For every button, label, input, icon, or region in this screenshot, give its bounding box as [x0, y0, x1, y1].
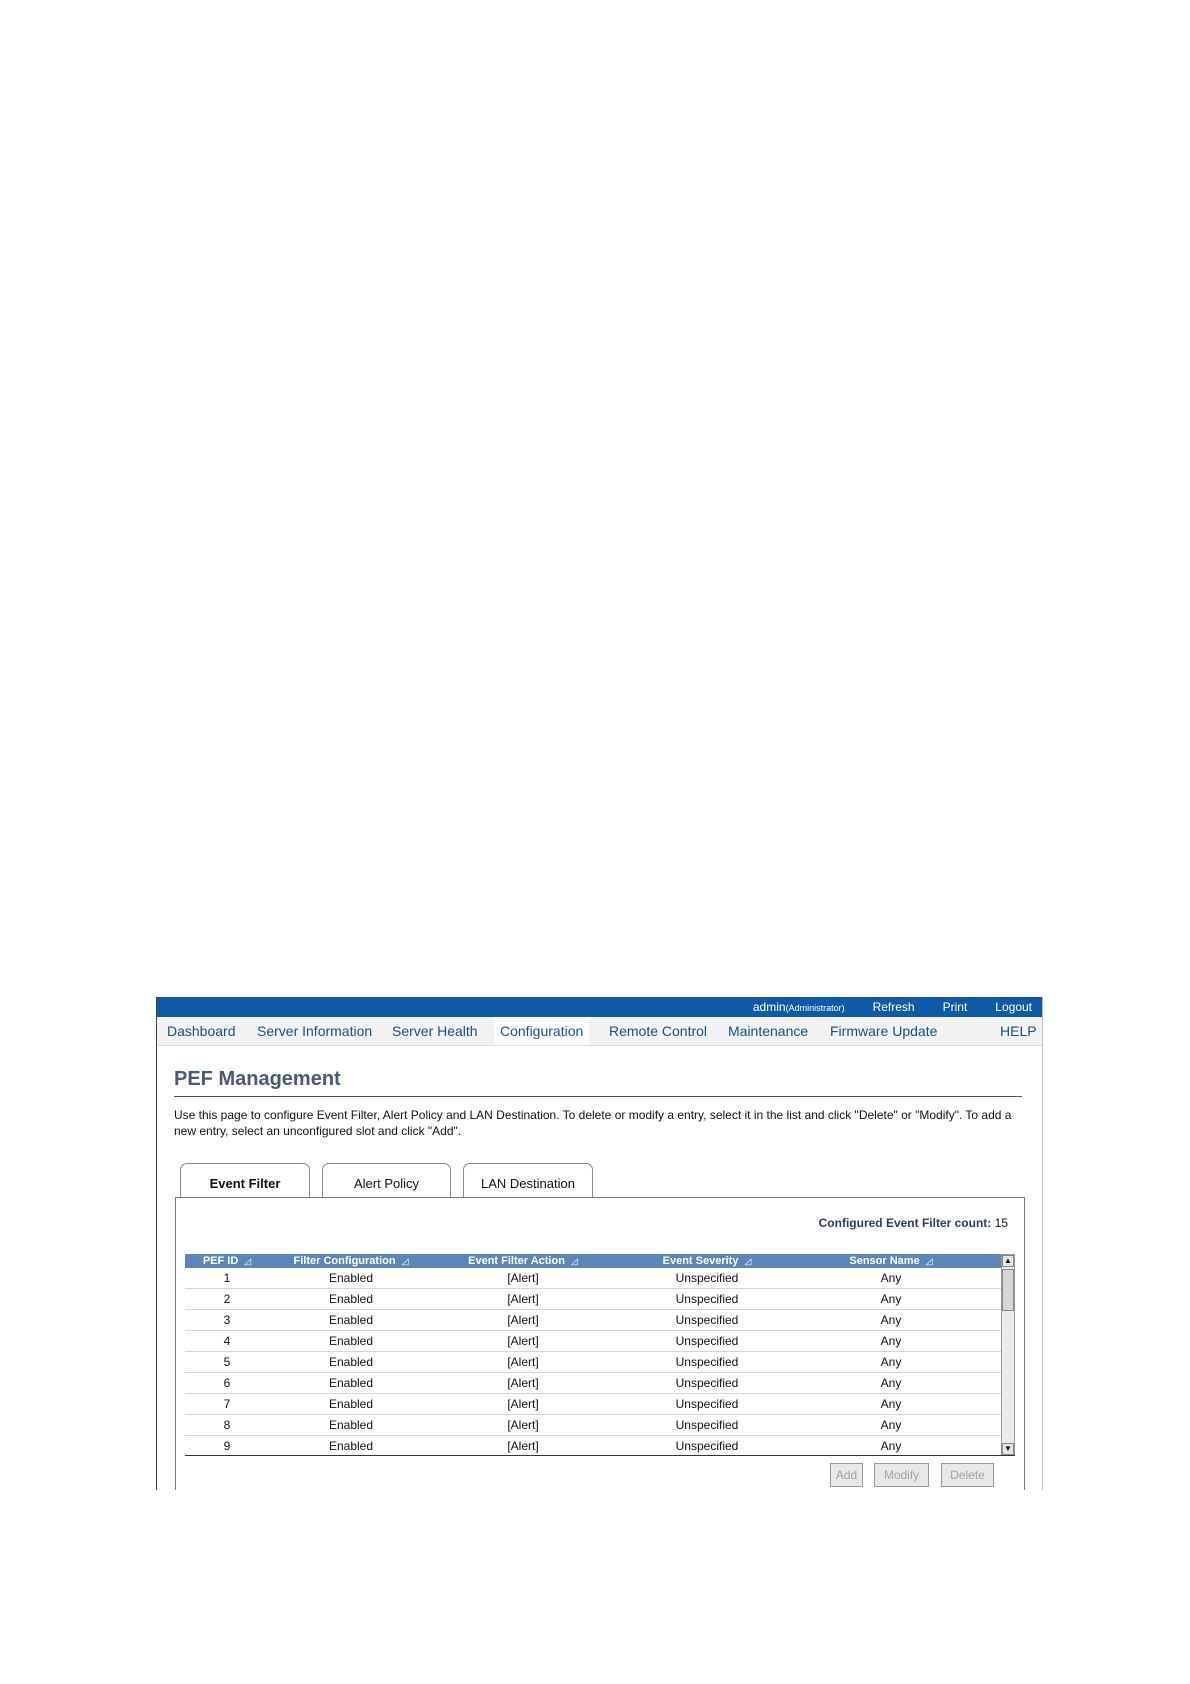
table-cell: Any — [880, 1439, 902, 1453]
scroll-down-icon[interactable]: ▼ — [1002, 1443, 1014, 1455]
table-cell: Enabled — [328, 1355, 374, 1369]
top-bar — [157, 997, 1042, 1017]
table-cell: Enabled — [328, 1439, 374, 1453]
sort-icon: ◿ — [570, 1256, 578, 1266]
filter-count-label: Configured Event Filter count: — [818, 1216, 992, 1230]
table-cell: [Alert] — [507, 1334, 539, 1348]
table-cell: [Alert] — [507, 1355, 539, 1369]
app-window — [156, 997, 1043, 1490]
table-cell: Unspecified — [675, 1292, 739, 1306]
scroll-up-icon[interactable]: ▲ — [1002, 1255, 1014, 1267]
table-row[interactable] — [185, 1310, 1001, 1331]
table-cell: Any — [880, 1397, 902, 1411]
sort-icon: ◿ — [925, 1256, 933, 1266]
table-cell: [Alert] — [507, 1418, 539, 1432]
table-cell: Any — [880, 1418, 902, 1432]
title-divider — [174, 1096, 1022, 1097]
table-cell: Any — [880, 1313, 902, 1327]
table-cell: Enabled — [328, 1292, 374, 1306]
col-filter-configuration[interactable]: Filter Configuration ◿ — [293, 1255, 409, 1267]
nav-firmware-update[interactable]: Firmware Update — [830, 1023, 938, 1039]
table-cell: 5 — [223, 1355, 231, 1369]
sort-icon: ◿ — [401, 1256, 409, 1266]
event-filter-panel — [175, 1197, 1025, 1490]
sort-icon: ◿ — [244, 1256, 252, 1266]
table-cell: Any — [880, 1292, 902, 1306]
nav-dashboard[interactable]: Dashboard — [167, 1023, 236, 1039]
table-cell: [Alert] — [507, 1376, 539, 1390]
table-cell: Unspecified — [675, 1334, 739, 1348]
table-cell: 9 — [223, 1439, 231, 1453]
refresh-link[interactable]: Refresh — [872, 1000, 915, 1014]
table-cell: 8 — [223, 1418, 231, 1432]
table-cell: [Alert] — [507, 1397, 539, 1411]
table-row[interactable] — [185, 1436, 1001, 1454]
table-row[interactable] — [185, 1373, 1001, 1394]
table-row[interactable] — [185, 1415, 1001, 1436]
table-cell: 6 — [223, 1376, 231, 1390]
table-row[interactable] — [185, 1352, 1001, 1373]
table-cell: Enabled — [328, 1376, 374, 1390]
table-cell: Unspecified — [675, 1271, 739, 1285]
table-cell: 4 — [223, 1334, 231, 1348]
table-cell: 3 — [223, 1313, 231, 1327]
table-cell: Any — [880, 1355, 902, 1369]
scroll-thumb[interactable] — [1002, 1269, 1014, 1311]
table-cell: 2 — [223, 1292, 231, 1306]
table-cell: Unspecified — [675, 1376, 739, 1390]
table-cell: Any — [880, 1334, 902, 1348]
table-cell: Enabled — [328, 1313, 374, 1327]
tab-lan-destination[interactable]: LAN Destination — [463, 1163, 593, 1197]
page-title: PEF Management — [174, 1068, 341, 1090]
main-nav — [157, 1017, 1042, 1046]
table-cell: Enabled — [328, 1334, 374, 1348]
event-filter-table — [185, 1254, 1001, 1454]
table-scrollbar[interactable] — [1001, 1254, 1015, 1456]
table-row[interactable] — [185, 1331, 1001, 1352]
table-cell: Enabled — [328, 1397, 374, 1411]
col-event-filter-action[interactable]: Event Filter Action ◿ — [468, 1255, 578, 1267]
table-cell: Unspecified — [675, 1355, 739, 1369]
nav-configuration[interactable]: Configuration — [494, 1017, 589, 1045]
username: admin — [752, 1000, 786, 1014]
table-row[interactable] — [185, 1394, 1001, 1415]
table-cell: Any — [880, 1376, 902, 1390]
user-info — [753, 1000, 845, 1014]
filter-count — [819, 1216, 1008, 1230]
delete-button[interactable]: Delete — [941, 1463, 994, 1487]
table-cell: Enabled — [328, 1271, 374, 1285]
sort-icon: ◿ — [744, 1256, 752, 1266]
table-cell: Unspecified — [675, 1313, 739, 1327]
table-bottom-border — [185, 1455, 1015, 1456]
table-cell: [Alert] — [507, 1292, 539, 1306]
page-description: Use this page to configure Event Filter, Alert Policy and LAN Destination. To delete or modify a entry, select it in the list and click "Delete" or "Modify". To add a new entry, select an unconfigured slot and click "Add". — [174, 1108, 1012, 1138]
table-row[interactable] — [185, 1289, 1001, 1310]
table-cell: Any — [880, 1271, 902, 1285]
nav-server-information[interactable]: Server Information — [257, 1023, 373, 1039]
table-cell: [Alert] — [507, 1313, 539, 1327]
logout-link[interactable]: Logout — [995, 1000, 1032, 1014]
tab-event-filter[interactable]: Event Filter — [180, 1163, 310, 1198]
modify-button[interactable]: Modify — [874, 1463, 929, 1487]
nav-server-health[interactable]: Server Health — [392, 1023, 478, 1039]
table-cell: 7 — [223, 1397, 231, 1411]
table-cell: Enabled — [328, 1418, 374, 1432]
table-cell: [Alert] — [507, 1439, 539, 1453]
table-cell: [Alert] — [507, 1271, 539, 1285]
table-header — [185, 1254, 1001, 1268]
print-link[interactable]: Print — [942, 1000, 968, 1014]
table-cell: Unspecified — [675, 1418, 739, 1432]
nav-remote-control[interactable]: Remote Control — [609, 1023, 708, 1039]
filter-count-value: 15 — [994, 1216, 1008, 1230]
nav-help[interactable]: HELP — [1000, 1023, 1037, 1039]
table-cell: Unspecified — [675, 1439, 739, 1453]
nav-maintenance[interactable]: Maintenance — [728, 1023, 809, 1039]
col-event-severity[interactable]: Event Severity ◿ — [662, 1255, 752, 1267]
table-cell: 1 — [223, 1271, 231, 1285]
user-role: (Administrator) — [785, 1003, 845, 1013]
table-row[interactable] — [185, 1268, 1001, 1289]
add-button[interactable]: Add — [830, 1463, 863, 1487]
col-pef-id[interactable]: PEF ID ◿ — [202, 1255, 252, 1267]
tab-alert-policy[interactable]: Alert Policy — [322, 1163, 451, 1197]
col-sensor-name[interactable]: Sensor Name ◿ — [849, 1255, 933, 1267]
table-cell: Unspecified — [675, 1397, 739, 1411]
